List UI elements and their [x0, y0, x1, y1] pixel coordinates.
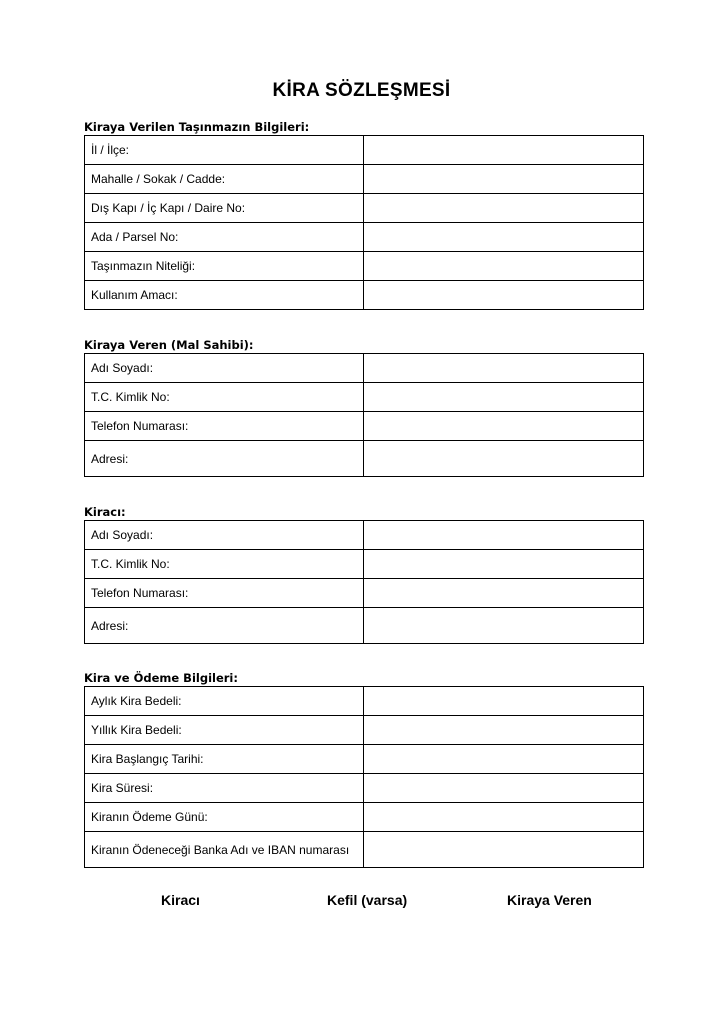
property-info-table [84, 135, 644, 310]
field-label: Adresi: [85, 608, 364, 644]
field-label: Adresi: [85, 441, 364, 477]
form-row [85, 412, 644, 441]
form-row [85, 383, 644, 412]
field-label: Aylık Kira Bedeli: [85, 687, 364, 716]
field-value-cell[interactable] [364, 608, 644, 644]
section-heading: Kiracı: [84, 505, 126, 519]
field-label: Dış Kapı / İç Kapı / Daire No: [85, 194, 364, 223]
field-label: Kira Başlangıç Tarihi: [85, 745, 364, 774]
field-label: Telefon Numarası: [85, 579, 364, 608]
field-value-cell[interactable] [364, 252, 644, 281]
field-value-cell[interactable] [364, 579, 644, 608]
field-label: T.C. Kimlik No: [85, 550, 364, 579]
field-label: Taşınmazın Niteliği: [85, 252, 364, 281]
field-label: Yıllık Kira Bedeli: [85, 716, 364, 745]
section-heading: Kiraya Veren (Mal Sahibi): [84, 338, 254, 352]
field-value-cell[interactable] [364, 803, 644, 832]
field-label: T.C. Kimlik No: [85, 383, 364, 412]
field-label: Telefon Numarası: [85, 412, 364, 441]
field-value-cell[interactable] [364, 550, 644, 579]
field-label: Kullanım Amacı: [85, 281, 364, 310]
form-row [85, 136, 644, 165]
form-row [85, 832, 644, 868]
form-row [85, 223, 644, 252]
form-row [85, 716, 644, 745]
field-value-cell[interactable] [364, 223, 644, 252]
form-row [85, 441, 644, 477]
signature-area [0, 892, 723, 912]
form-row [85, 521, 644, 550]
tenant-info-section [84, 505, 644, 644]
page-title: KİRA SÖZLEŞMESİ [272, 80, 451, 101]
field-label: Mahalle / Sokak / Cadde: [85, 165, 364, 194]
field-label: Ada / Parsel No: [85, 223, 364, 252]
landlord-info-table [84, 353, 644, 477]
section-heading: Kiraya Verilen Taşınmazın Bilgileri: [84, 120, 310, 134]
tenant-signature-label: Kiracı [161, 892, 200, 908]
field-value-cell[interactable] [364, 412, 644, 441]
field-value-cell[interactable] [364, 354, 644, 383]
form-row [85, 579, 644, 608]
field-label: Kiranın Ödeneceği Banka Adı ve IBAN numarası [85, 832, 364, 868]
rent-payment-section [84, 671, 644, 868]
form-row [85, 194, 644, 223]
field-value-cell[interactable] [364, 774, 644, 803]
field-value-cell[interactable] [364, 521, 644, 550]
form-row [85, 803, 644, 832]
field-label: Adı Soyadı: [85, 521, 364, 550]
property-info-section [84, 120, 644, 310]
field-value-cell[interactable] [364, 441, 644, 477]
field-value-cell[interactable] [364, 832, 644, 868]
field-value-cell[interactable] [364, 716, 644, 745]
field-value-cell[interactable] [364, 745, 644, 774]
field-label: İl / İlçe: [85, 136, 364, 165]
field-label: Kira Süresi: [85, 774, 364, 803]
form-row [85, 281, 644, 310]
form-row [85, 745, 644, 774]
field-label: Adı Soyadı: [85, 354, 364, 383]
rent-payment-table [84, 686, 644, 868]
field-value-cell[interactable] [364, 165, 644, 194]
tenant-info-table [84, 520, 644, 644]
field-value-cell[interactable] [364, 136, 644, 165]
field-value-cell[interactable] [364, 194, 644, 223]
landlord-info-section [84, 338, 644, 477]
field-value-cell[interactable] [364, 281, 644, 310]
guarantor-signature-label: Kefil (varsa) [327, 892, 408, 908]
landlord-signature-label: Kiraya Veren [507, 892, 592, 908]
field-value-cell[interactable] [364, 383, 644, 412]
form-row [85, 608, 644, 644]
field-value-cell[interactable] [364, 687, 644, 716]
form-row [85, 550, 644, 579]
form-row [85, 252, 644, 281]
form-row [85, 354, 644, 383]
field-label: Kiranın Ödeme Günü: [85, 803, 364, 832]
section-heading: Kira ve Ödeme Bilgileri: [84, 671, 238, 685]
form-row [85, 165, 644, 194]
form-row [85, 774, 644, 803]
form-row [85, 687, 644, 716]
